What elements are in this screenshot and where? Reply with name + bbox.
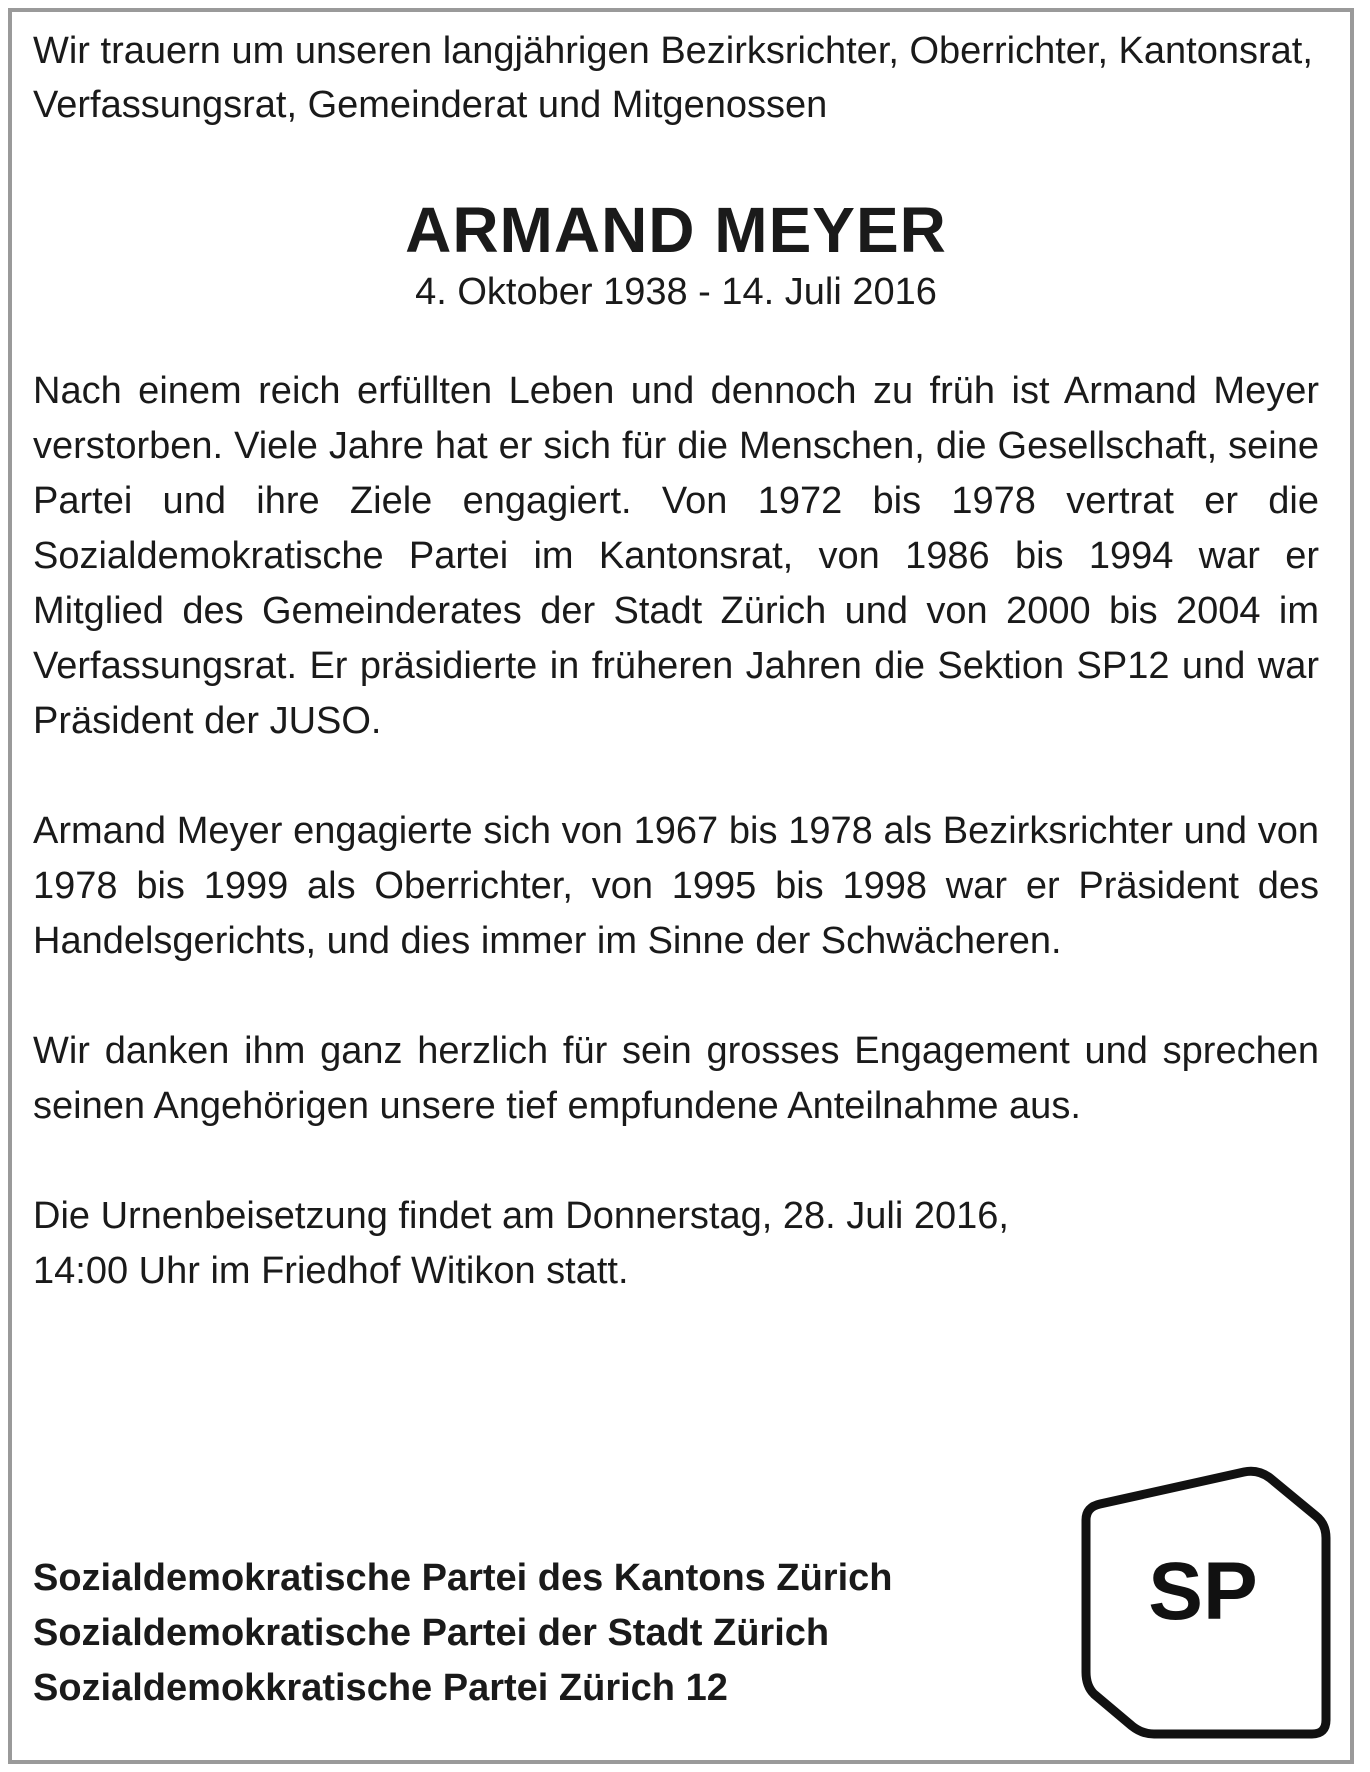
signers-block <box>33 1551 1033 1716</box>
signer-city: Sozialdemokratische Partei der Stadt Zürich <box>33 1612 830 1654</box>
paragraph-burial-info: Die Urnenbeisetzung findet am Donnerstag, 28. Juli 2016, 14:00 Uhr im Friedhof Witikon statt. <box>33 1195 1009 1292</box>
paragraph-political-career: Nach einem reich erfüllten Leben und dennoch zu früh ist Armand Meyer verstorben. Viele Jahre hat er sich für die Menschen, die Gesellschaft, seine Partei und ihre Ziele engagiert. Von 1972 bis 1978 vertrat er die Sozialdemokratische Partei im Kantonsrat, von 1986 bis 1994 war er Mitglied des Gemeinderates der Stadt Zürich und von 2000 bis 2004 im Verfassungsrat. Er präsidierte in früheren Jahren die Sektion SP12 und war Präsident der JUSO. <box>33 370 1319 742</box>
deceased-name: ARMAND MEYER <box>405 194 947 266</box>
paragraph-judicial-career: Armand Meyer engagierte sich von 1967 bis 1978 als Bezirksrichter und von 1978 bis 1999 als Oberrichter, von 1995 bis 1998 war er Präsident des Handelsgerichts, und dies immer im Sinne der Schwächeren. <box>33 810 1319 962</box>
life-dates: 4. Oktober 1938 - 14. Juli 2016 <box>415 271 937 313</box>
sp-logo-text: SP <box>1148 1546 1258 1637</box>
intro-text: Wir trauern um unseren langjährigen Bezirksrichter, Oberrichter, Kantonsrat, Verfassungsrat, Gemeinderat und Mitgenossen <box>33 30 1313 126</box>
signer-canton: Sozialdemokratische Partei des Kantons Zürich <box>33 1557 893 1599</box>
notice-body <box>33 24 1319 1299</box>
sp-logo <box>1078 1464 1338 1742</box>
paragraph-thanks: Wir danken ihm ganz herzlich für sein grosses Engagement und sprechen seinen Angehörigen unsere tief empfundene Anteilnahme aus. <box>33 1030 1319 1127</box>
signer-district: Sozialdemokkratische Partei Zürich 12 <box>33 1667 728 1709</box>
